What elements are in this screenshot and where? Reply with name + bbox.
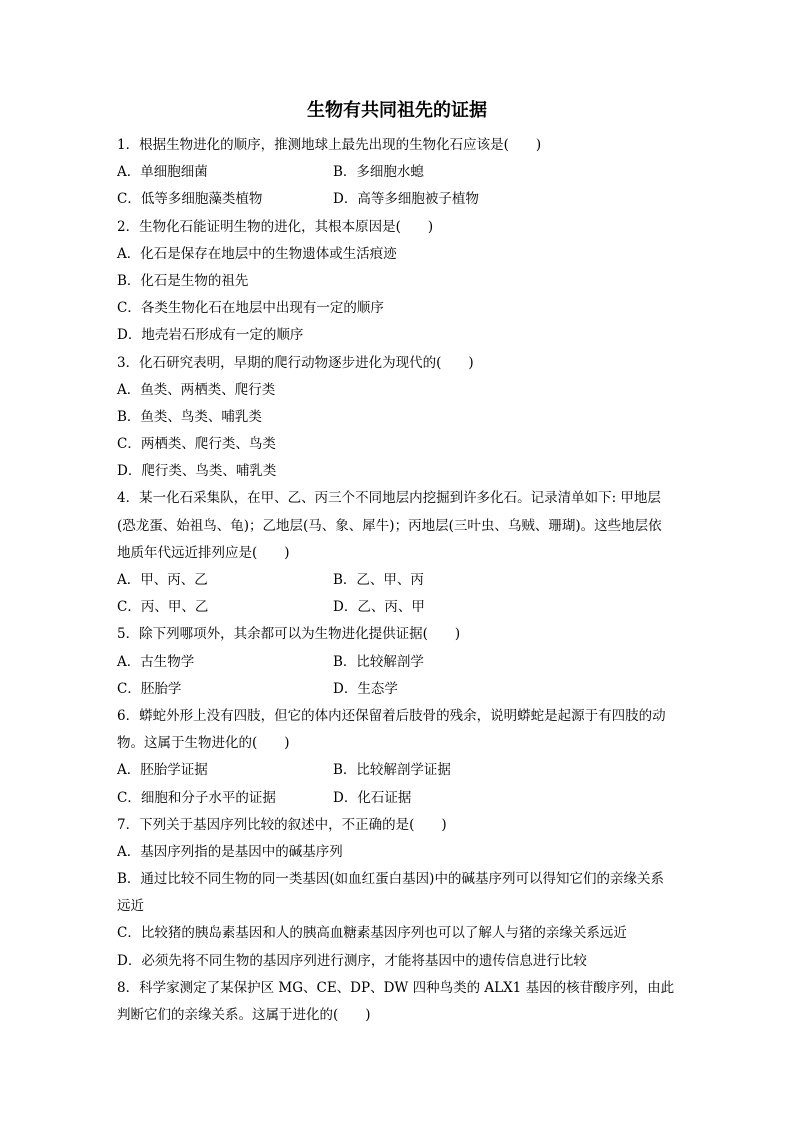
question-4-option-a: A．甲、丙、乙 [117,572,208,588]
question-5-option-b: B．比较解剖学 [333,653,424,670]
question-5-option-d: D．生态学 [333,680,398,697]
question-7-option-b-line-1: B．通过比较不同生物的同一类基因(如血红蛋白基因)中的碱基序列可以得知它们的亲缘关系 [117,871,664,888]
question-6-stem-line-2: 物。这属于生物进化的( ) [117,735,290,752]
question-3-option-c: C．两栖类、爬行类、鸟类 [117,436,276,453]
question-2-option-b: B．化石是生物的祖先 [117,272,249,289]
question-3-option-a: A．鱼类、两栖类、爬行类 [117,381,276,398]
question-7-option-a: A．基因序列指的是基因中的碱基序列 [117,843,343,860]
question-7-option-b-line-2: 远近 [117,898,144,915]
question-7-stem: 7．下列关于基因序列比较的叙述中，不正确的是( ) [117,816,447,833]
question-4-option-c: C．丙、甲、乙 [117,599,209,616]
question-1-stem: 1．根据生物进化的顺序，推测地球上最先出现的生物化石应该是( ) [117,137,542,153]
question-4-option-b: B．乙、甲、丙 [333,572,424,588]
question-5-options-row-2 [117,676,682,703]
question-4-stem-line-3: 地质年代远近排列应是( ) [117,544,290,561]
question-5-stem: 5．除下列哪项外，其余都可以为生物进化提供证据( ) [117,626,461,643]
page-title: 生物有共同祖先的证据 [307,100,487,121]
question-3-option-b: B．鱼类、鸟类、哺乳类 [117,408,262,425]
question-1-option-b: B．多细胞水螅 [333,164,424,181]
question-2-option-a: A．化石是保存在地层中的生物遗体或生活痕迹 [117,245,397,262]
question-1-option-a: A．单细胞细菌 [117,164,208,181]
question-2-option-c: C．各类生物化石在地层中出现有一定的顺序 [117,300,384,317]
question-1-options-row-2 [117,186,682,213]
question-3-option-d: D．爬行类、鸟类、哺乳类 [117,463,277,480]
question-6-option-c: C．细胞和分子水平的证据 [117,789,276,806]
question-6-options-row-2 [117,785,682,812]
question-8-stem-line-2: 判断它们的亲缘关系。这属于进化的( ) [117,1007,371,1023]
question-1-options-row-1 [117,159,682,186]
question-6-option-a: A．胚胎学证据 [117,762,208,779]
question-6-option-b: B．比较解剖学证据 [333,762,451,779]
question-6-options-row-1 [117,757,682,784]
question-6-option-d: D．化石证据 [333,789,412,806]
question-1-option-d: D．高等多细胞被子植物 [333,191,479,208]
question-4-options-row-1 [117,567,682,594]
question-8-stem-line-1: 8．科学家测定了某保护区 MG、CE、DP、DW 四种鸟类的 ALX1 基因的核苷酸序列，由此 [117,979,675,996]
question-5-option-c: C．胚胎学 [117,680,182,697]
question-2-stem: 2．生物化石能证明生物的进化，其根本原因是( ) [117,218,434,235]
question-3-stem: 3．化石研究表明，早期的爬行动物逐步进化为现代的( ) [117,354,474,371]
question-4-stem-line-1: 4．某一化石采集队，在甲、乙、丙三个不同地层内挖掘到许多化石。记录清单如下: 甲地层 [117,490,661,507]
question-4-options-row-2 [117,594,682,621]
question-6-stem-line-1: 6．蟒蛇外形上没有四肢，但它的体内还保留着后肢骨的残余，说明蟒蛇是起源于有四肢的动 [117,707,666,724]
question-7-option-c: C．比较猪的胰岛素基因和人的胰高血糖素基因序列也可以了解人与猪的亲缘关系远近 [117,925,627,942]
question-1-option-c: C．低等多细胞藻类植物 [117,191,263,208]
question-list [117,132,682,1029]
question-4-stem-line-2: (恐龙蛋、始祖鸟、龟)；乙地层(马、象、犀牛)；丙地层(三叶虫、乌贼、珊瑚)。这些地层依 [117,517,662,534]
question-5-option-a: A．古生物学 [117,653,195,670]
question-4-option-d: D．乙、丙、甲 [333,599,425,616]
question-5-options-row-1 [117,649,682,676]
question-7-option-d: D．必须先将不同生物的基因序列进行测序，才能将基因中的遗传信息进行比较 [117,952,587,969]
question-2-option-d: D．地壳岩石形成有一定的顺序 [117,327,304,344]
